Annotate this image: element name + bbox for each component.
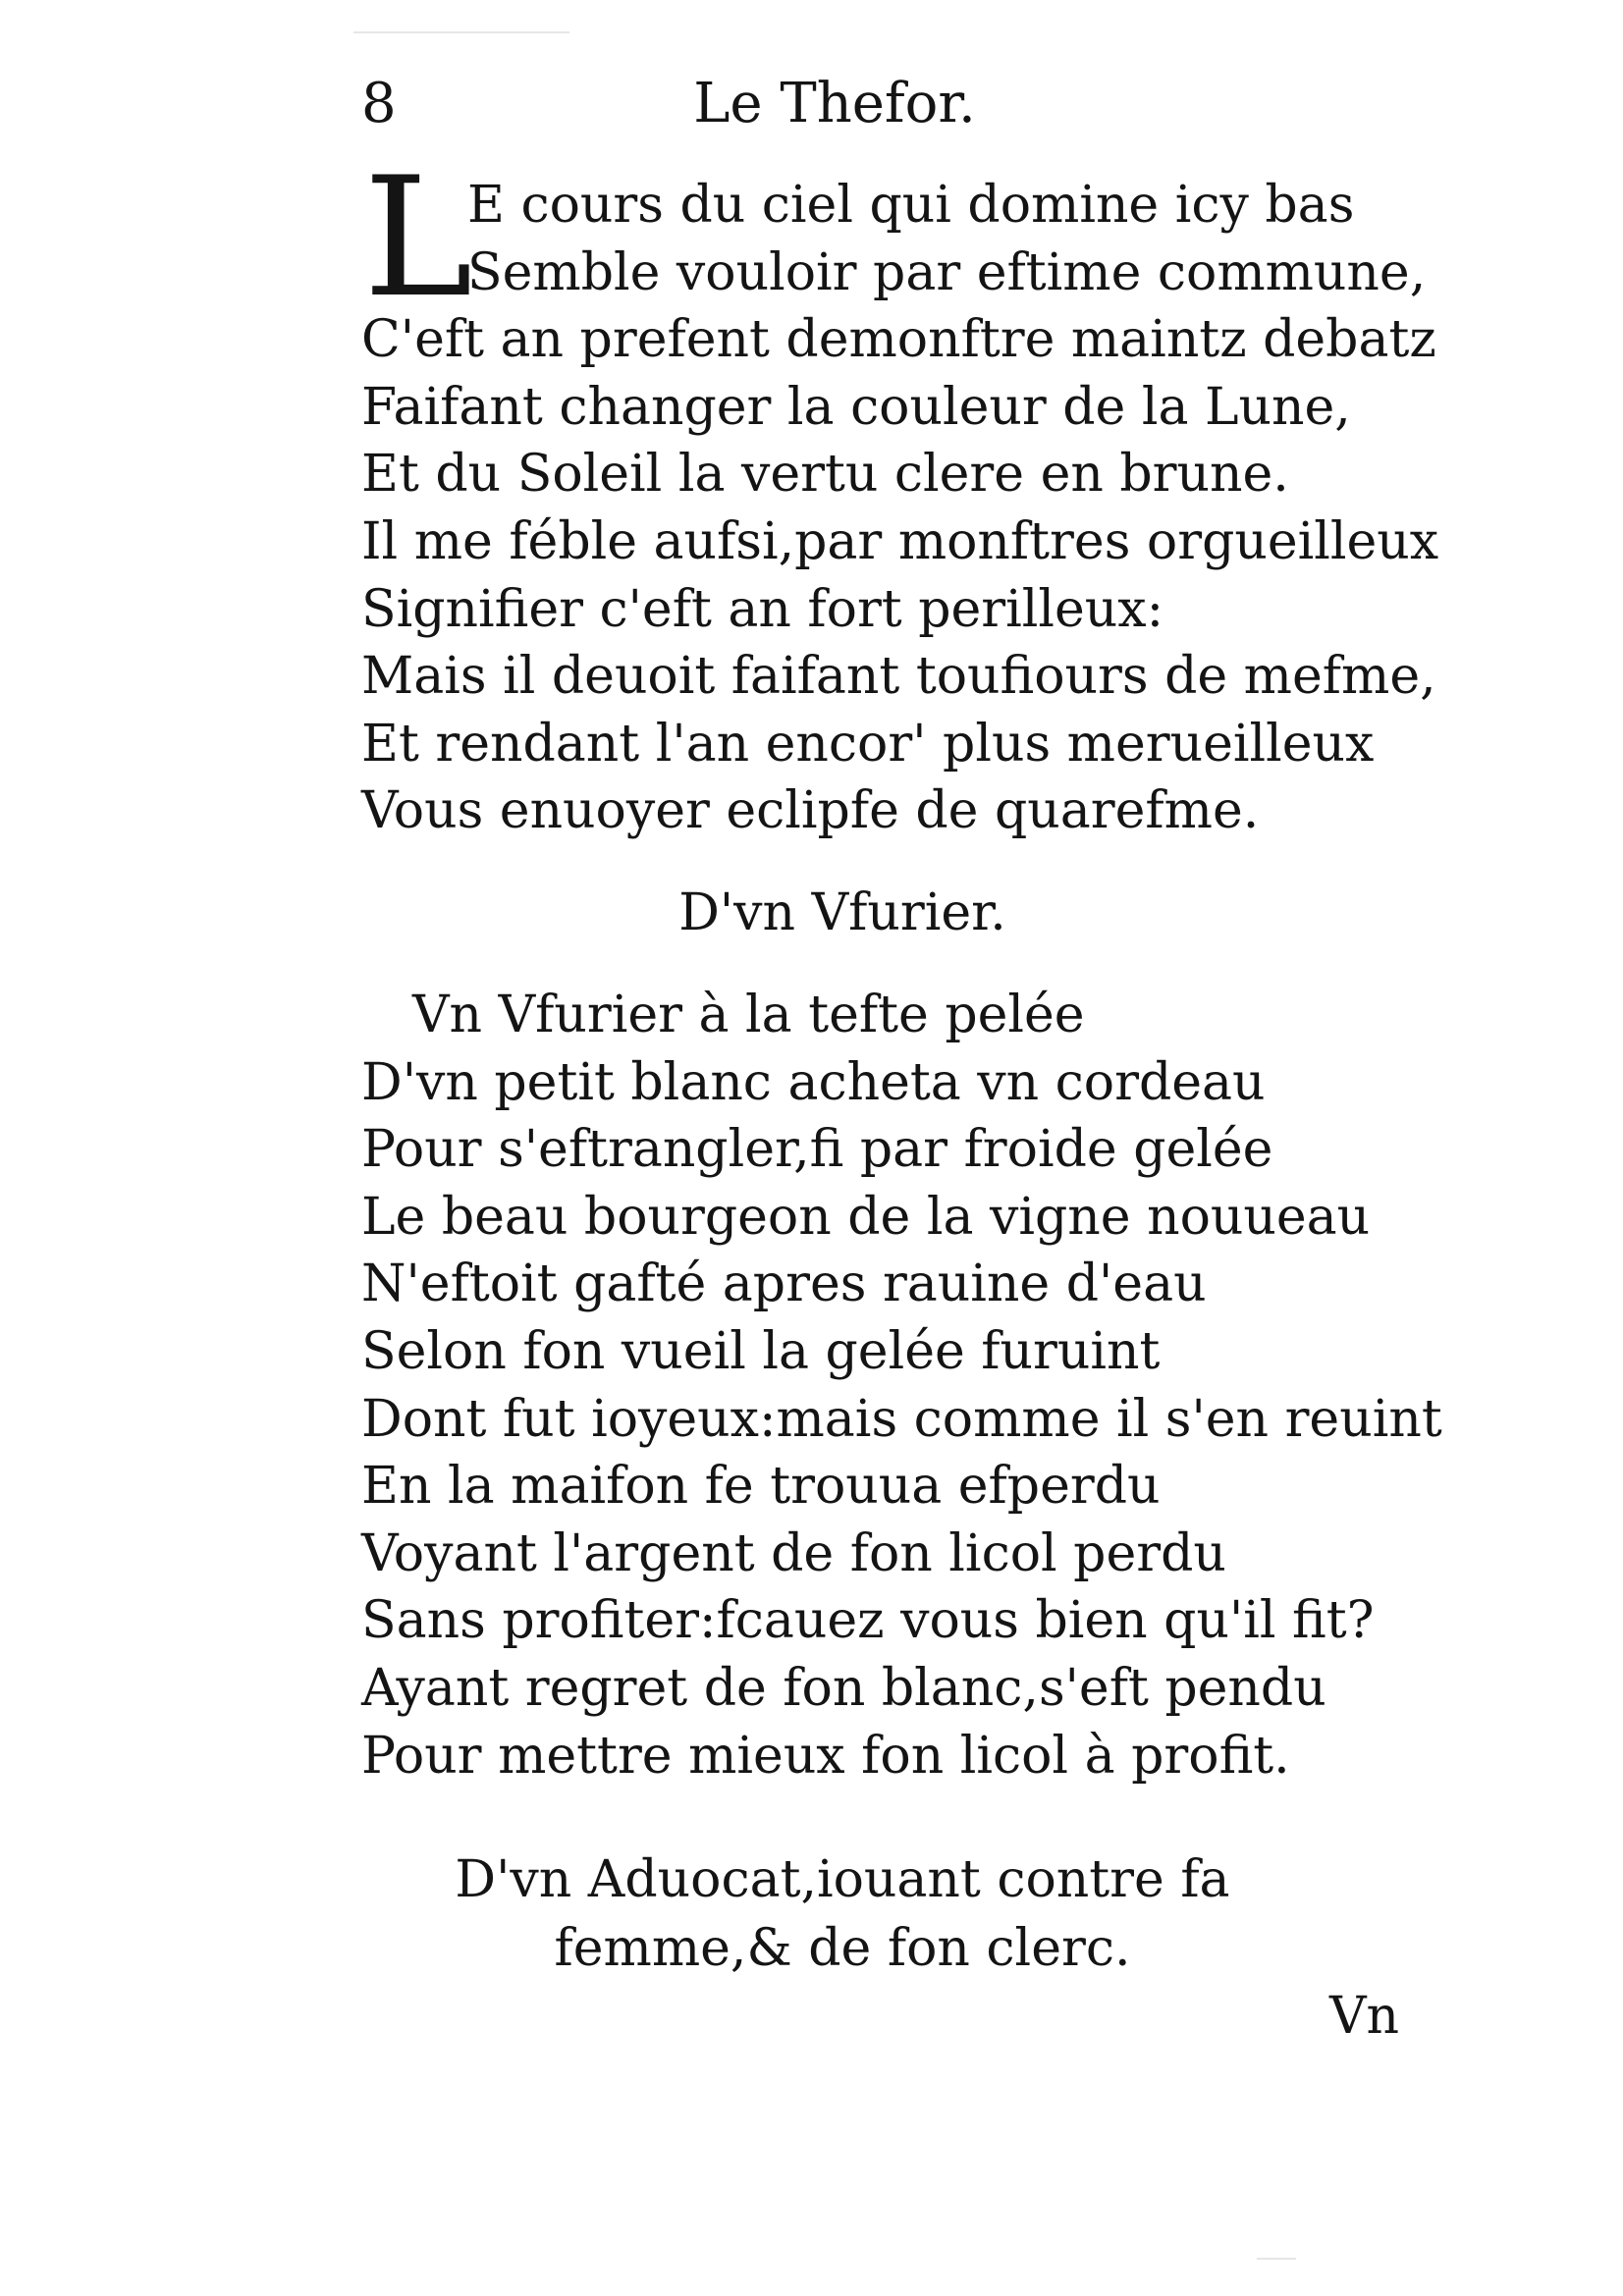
poem-line: Dont fut ioyeux:mais comme il s'en reuint xyxy=(361,1389,1442,1449)
poem-line: Le beau bourgeon de la vigne nouueau xyxy=(361,1187,1371,1247)
poem-line: D'vn petit blanc acheta vn cordeau xyxy=(361,1052,1266,1112)
poem-line: Pour s'eftrangler,fi par froide gelée xyxy=(361,1120,1273,1180)
poem-line: C'eft an prefent demonftre maintz debatz xyxy=(361,310,1436,370)
top-edge-rule xyxy=(353,31,569,33)
poem-line: Voyant l'argent de fon licol perdu xyxy=(361,1523,1226,1583)
poem-title-line: D'vn Aduocat,iouant contre fa xyxy=(455,1850,1230,1909)
poem-title-line: femme,& de fon clerc. xyxy=(554,1919,1131,1978)
poem-line: Vn Vfurier à la tefte pelée xyxy=(412,986,1085,1044)
poem-line: Vous enuoyer eclipfe de quarefme. xyxy=(361,781,1260,841)
catchword: Vn xyxy=(1328,1987,1399,2046)
poem-line: Signifier c'eft an fort perilleux: xyxy=(361,579,1164,639)
poem-line: Faifant changer la couleur de la Lune, xyxy=(361,377,1351,437)
poem-line: Mais il deuoit faifant toufiours de mefme, xyxy=(361,647,1436,707)
poem-line: Semble vouloir par eftime commune, xyxy=(467,242,1427,302)
poem-line: N'eftoit gafté apres rauine d'eau xyxy=(361,1255,1207,1314)
poem-line: Pour mettre mieux fon licol à profit. xyxy=(361,1726,1290,1786)
poem-title-usurier: D'vn Vfurier. xyxy=(678,883,1006,942)
poem-line: Sans profiter:fcauez vous bien qu'il fit? xyxy=(361,1591,1375,1651)
poem-title-aduocat xyxy=(361,1845,1324,1983)
poem-line: E cours du ciel qui domine icy bas xyxy=(467,176,1355,235)
page-number: 8 xyxy=(361,72,397,135)
poem-line: Et rendant l'an encor' plus merueilleux xyxy=(361,714,1375,774)
poem-line: Il me féble aufsi,par monftres orgueilleux xyxy=(361,511,1439,571)
bottom-edge-mark xyxy=(1257,2258,1296,2260)
poem-line: Et du Soleil la vertu clere en brune. xyxy=(361,445,1289,505)
poem-line: Selon fon vueil la gelée furuint xyxy=(361,1321,1161,1381)
poem-line: Ayant regret de fon blanc,s'eft pendu xyxy=(361,1658,1326,1718)
drop-cap-letter: L xyxy=(363,141,473,334)
poem-eclipse xyxy=(361,172,1481,845)
poem-line: En la maifon fe trouua efperdu xyxy=(361,1457,1161,1517)
poem-usurier xyxy=(361,982,1481,1789)
running-title: Le Thefor. xyxy=(693,72,976,135)
